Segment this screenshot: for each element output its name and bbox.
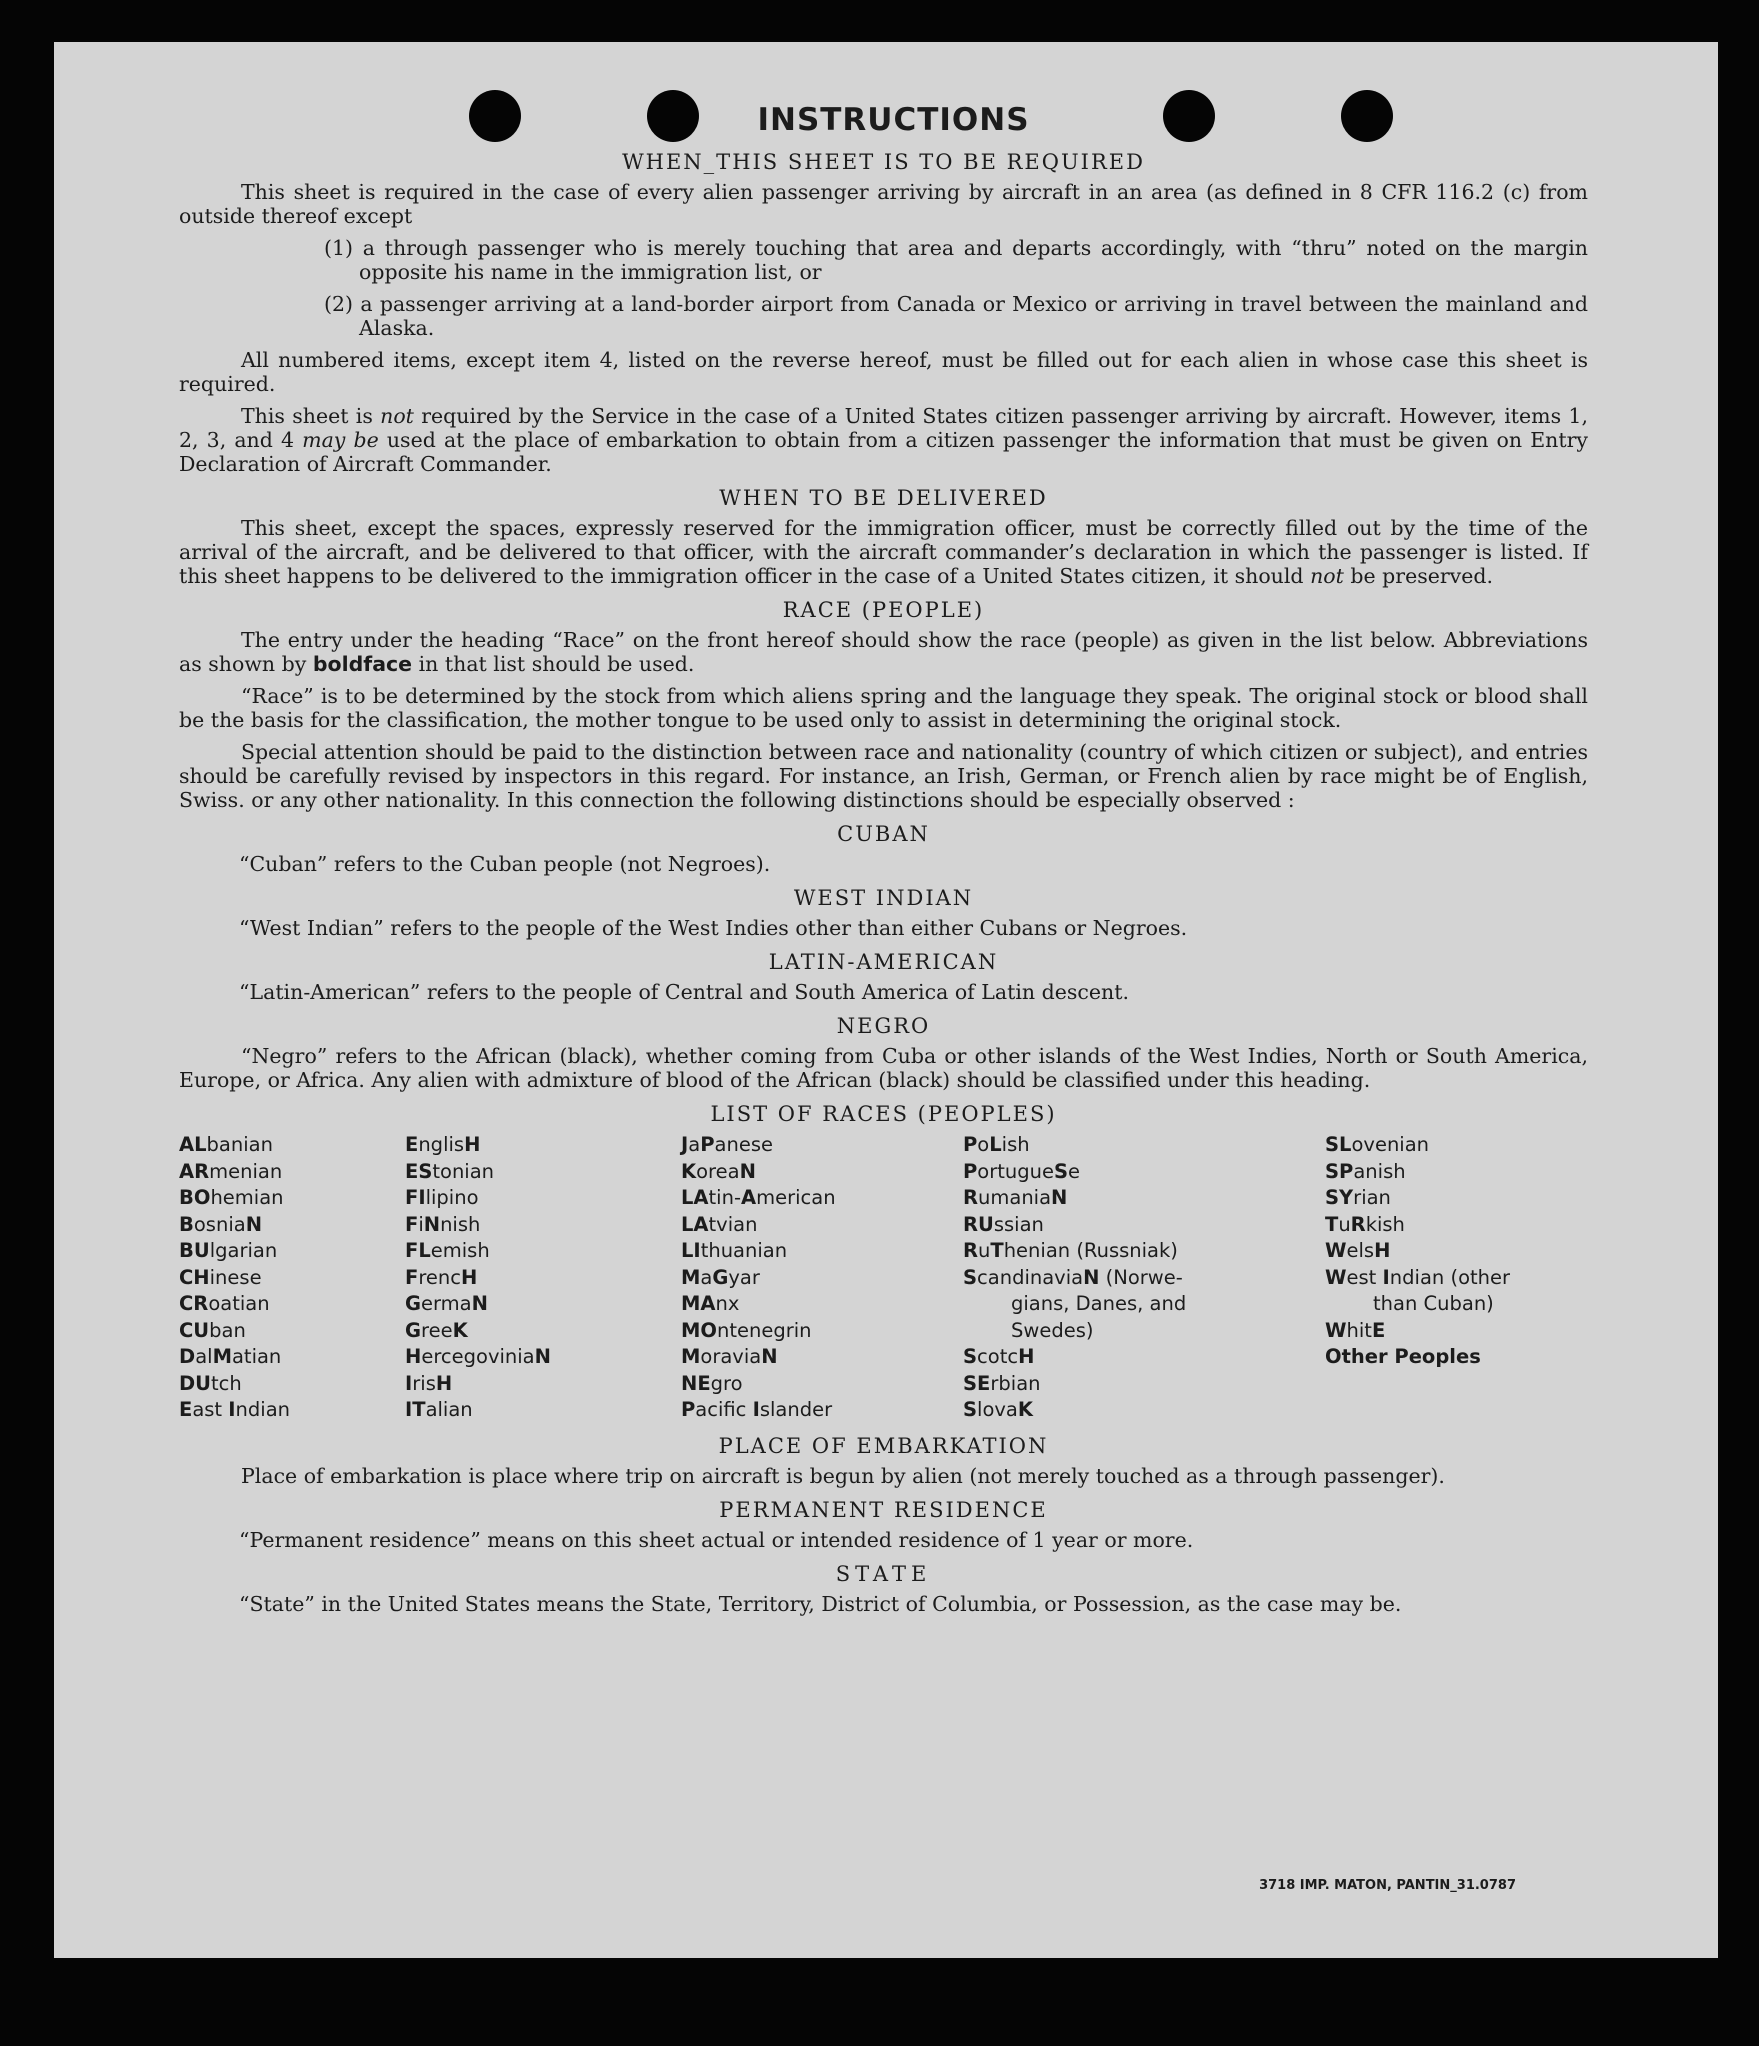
race-entry: MOntenegrin xyxy=(681,1318,812,1342)
race-entry: East Indian xyxy=(179,1398,291,1421)
race-entry: RuThenian (Russniak) xyxy=(963,1239,1178,1262)
race-entry: CHinese xyxy=(179,1265,262,1289)
race-entry: Other Peoples xyxy=(1325,1345,1481,1368)
race-entry: CUban xyxy=(179,1318,246,1342)
race-column xyxy=(405,1132,681,1424)
race-entry: EnglisH xyxy=(405,1133,481,1156)
race-entry: BosniaN xyxy=(179,1212,263,1236)
definition-state: “State” in the United States means the State, Territory, District of Columbia, or Possession, as the case may be. xyxy=(239,1591,1402,1616)
race-entry: JaPanese xyxy=(681,1133,773,1156)
race-entry: GreeK xyxy=(405,1318,468,1342)
race-entry: TuRkish xyxy=(1325,1212,1405,1236)
race-entry: Swedes) xyxy=(1011,1318,1094,1342)
race-entry: DUtch xyxy=(179,1371,242,1395)
heading-cuban: CUBAN xyxy=(837,822,930,846)
race-entry: RUssian xyxy=(963,1212,1044,1236)
race-entry: BUlgarian xyxy=(179,1239,278,1262)
race-entry: PoLish xyxy=(963,1133,1030,1156)
race-entry: gians, Danes, and xyxy=(1011,1292,1187,1315)
heading-latin-american: LATIN-AMERICAN xyxy=(768,950,999,974)
race-entry: FIlipino xyxy=(405,1186,479,1209)
race-entry: SPanish xyxy=(1325,1159,1406,1183)
race-entry: ARmenian xyxy=(179,1159,283,1183)
race-entry: West Indian (other xyxy=(1325,1265,1511,1289)
race-entry: FrencH xyxy=(405,1265,478,1289)
race-entry: KoreaN xyxy=(681,1159,756,1183)
race-entry: MoraviaN xyxy=(681,1345,778,1368)
race-entry: IrisH xyxy=(405,1371,453,1395)
race-entry: SlovaK xyxy=(963,1398,1034,1421)
definition-cuban: “Cuban” refers to the Cuban people (not Negroes). xyxy=(239,852,771,876)
paragraph-numbered-items: All numbered items, except item 4, listed on the reverse hereof, must be filled out for each alien in whose case this sheet is required. xyxy=(179,348,1588,396)
punch-hole xyxy=(469,90,521,142)
race-entry: PortugueSe xyxy=(963,1159,1081,1183)
exception-item-2: (2) a passenger arriving at a land-border airport from Canada or Mexico or arriving in travel between the mainland and Alaska. xyxy=(324,292,1588,340)
punch-hole xyxy=(1163,90,1215,142)
race-entry: FiNnish xyxy=(405,1212,481,1236)
race-entry: HercegoviniaN xyxy=(405,1345,551,1368)
race-entry: ScotcH xyxy=(963,1345,1035,1368)
race-entry: GermaN xyxy=(405,1292,488,1315)
page-title: INSTRUCTIONS xyxy=(757,102,1030,138)
definition-embarkation: Place of embarkation is place where trip on aircraft is begun by alien (not merely touched as a through passenger). xyxy=(241,1463,1445,1488)
heading-list-of-races: LIST OF RACES (PEOPLES) xyxy=(710,1102,1057,1126)
paragraph-intro: This sheet is required in the case of every alien passenger arriving by aircraft in an area (as defined in 8 CFR 116.2 (c) from outside thereof except xyxy=(179,180,1588,228)
race-entry: ITalian xyxy=(405,1398,473,1421)
race-entry: LAtvian xyxy=(681,1212,758,1236)
heading-negro: NEGRO xyxy=(836,1014,931,1038)
race-entry: EStonian xyxy=(405,1159,495,1183)
definition-latin-american: “Latin-American” refers to the people of Central and South America of Latin descent. xyxy=(239,980,1129,1004)
printer-imprint: 3718 IMP. MATON, PANTIN_31.0787 xyxy=(1259,1878,1516,1893)
definition-negro: “Negro” refers to the African (black), whether coming from Cuba or other islands of the West Indies, North or South America, Europe, or Africa. Any alien with admixture of blood of the African (black) should be classified under this heading. xyxy=(179,1044,1588,1092)
race-entry: LIthuanian xyxy=(681,1239,788,1262)
race-entry: DalMatian xyxy=(179,1345,282,1368)
race-column xyxy=(179,1132,405,1424)
race-entry: NEgro xyxy=(681,1371,743,1395)
race-list xyxy=(179,1132,1588,1424)
race-entry: Pacific Islander xyxy=(681,1398,833,1421)
heading-race: RACE (PEOPLE) xyxy=(782,598,985,622)
race-entry: ALbanian xyxy=(179,1133,273,1156)
punch-hole xyxy=(647,90,699,142)
definition-west-indian: “West Indian” refers to the people of the West Indies other than either Cubans or Negroes. xyxy=(239,916,1188,940)
race-entry: MaGyar xyxy=(681,1265,760,1289)
instruction-sheet xyxy=(54,42,1718,1958)
exception-item-1: (1) a through passenger who is merely touching that area and departs accordingly, with “thru” noted on the margin opposite his name in the immigration list, or xyxy=(324,236,1588,284)
heading-when-delivered: WHEN TO BE DELIVERED xyxy=(719,486,1048,510)
race-entry: ScandinaviaN (Norwe- xyxy=(963,1265,1183,1289)
punch-hole xyxy=(1341,90,1393,142)
race-entry: CRoatian xyxy=(179,1292,270,1315)
heading-west-indian: WEST INDIAN xyxy=(793,886,974,910)
race-entry: SErbian xyxy=(963,1371,1041,1395)
heading-permanent-residence: PERMANENT RESIDENCE xyxy=(719,1497,1048,1522)
race-entry: BOhemian xyxy=(179,1186,284,1209)
race-column xyxy=(963,1132,1325,1424)
race-entry: WhitE xyxy=(1325,1318,1386,1342)
definition-residence: “Permanent residence” means on this sheet actual or intended residence of 1 year or more. xyxy=(239,1527,1194,1552)
paragraph-race-entry: The entry under the heading “Race” on the front hereof should show the race (people) as given in the list below. Abbreviations as shown by boldface in that list should be used. xyxy=(179,628,1588,676)
race-entry: FLemish xyxy=(405,1239,490,1262)
paragraph-race-stock: “Race” is to be determined by the stock from which aliens spring and the language they speak. The original stock or blood shall be the basis for the classification, the mother tongue to be used only to assist in determining the original stock. xyxy=(179,684,1588,732)
race-entry: SYrian xyxy=(1325,1186,1391,1209)
heading-embarkation: PLACE OF EMBARKATION xyxy=(718,1433,1049,1458)
race-entry: LAtin-American xyxy=(681,1186,836,1209)
heading-state: STATE xyxy=(835,1561,932,1586)
heading-when-required: WHEN_THIS SHEET IS TO BE REQUIRED xyxy=(622,150,1145,174)
race-column xyxy=(681,1132,963,1424)
race-entry: than Cuban) xyxy=(1373,1292,1494,1315)
paragraph-delivery: This sheet, except the spaces, expressly reserved for the immigration officer, must be correctly filled out by the time of the arrival of the aircraft, and be delivered to that officer, with the aircraft commander’s declaration in which the passenger is listed. If this sheet happens to be delivered to the immigration officer in the case of a United States citizen, it should not be preserved. xyxy=(179,516,1588,588)
race-entry: WelsH xyxy=(1325,1239,1391,1262)
paragraph-citizen: This sheet is not required by the Service in the case of a United States citizen passenger arriving by aircraft. However, items 1, 2, 3, and 4 may be used at the place of embarkation to obtain from a citizen passenger the information that must be given on Entry Declaration of Aircraft Commander. xyxy=(179,404,1588,476)
race-column xyxy=(1325,1132,1585,1424)
race-entry: MAnx xyxy=(681,1292,740,1315)
race-entry: SLovenian xyxy=(1325,1133,1430,1156)
paragraph-race-nationality: Special attention should be paid to the distinction between race and nationality (country of which citizen or subject), and entries should be carefully revised by inspectors in this regard. For instance, an Irish, German, or French alien by race might be of English, Swiss. or any other nationality. In this connection the following distinctions should be especially observed : xyxy=(179,740,1588,812)
race-entry: RumaniaN xyxy=(963,1186,1068,1209)
